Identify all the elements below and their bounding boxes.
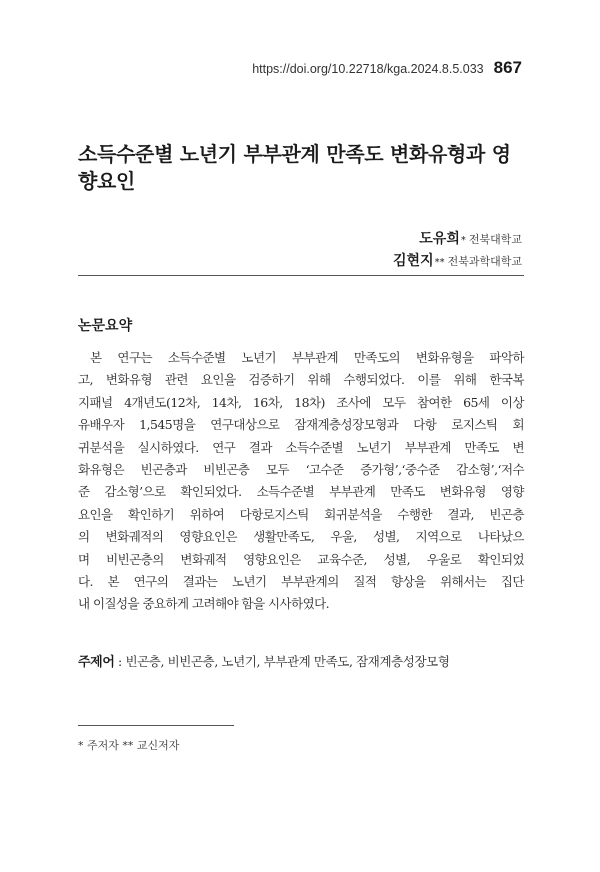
page-number: 867: [493, 58, 522, 77]
abstract-line: 며 비빈곤층의 변화궤적 영향요인은 교육수준, 성별, 우울로 확인되었: [78, 551, 524, 567]
abstract-body: [78, 347, 524, 616]
author-mark: *: [460, 235, 466, 246]
abstract-line: 유배우자 1,545명을 연구대상으로 잠재계층성장모형과 다항 로지스틱 회: [78, 417, 524, 433]
abstract-line: 본 연구는 소득수준별 노년기 부부관계 만족도의 변화유형을 파악하: [90, 350, 524, 365]
author-name: 도유희: [419, 231, 460, 247]
keywords-text: 빈곤층, 비빈곤층, 노년기, 부부관계 만족도, 잠재계층성장모형: [125, 654, 450, 669]
abstract-line: 화유형은 빈곤층과 비빈곤층 모두 ‘고수준 증가형’,‘중수준 감소형’,‘저수: [78, 461, 524, 477]
running-header: [252, 58, 522, 78]
author-affiliation: 전북과학대학교: [447, 255, 522, 268]
abstract-line: 의 변화궤적의 영향요인은 생활만족도, 우울, 성별, 지역으로 나타났으: [78, 529, 524, 545]
abstract-line: 준 감소형’으로 확인되었다. 소득수준별 부부관계 만족도 변화유형 영향: [78, 484, 524, 500]
abstract-line: 다. 본 연구의 결과는 노년기 부부관계의 질적 향상을 위해서는 집단: [78, 573, 524, 589]
author-affiliation: 전북대학교: [468, 233, 522, 246]
abstract-line: 요인을 확인하기 위하여 다항로지스틱 회귀분석을 수행한 결과, 빈곤층: [78, 506, 524, 522]
abstract-line: 고, 변화유형 관련 요인을 검증하기 위해 수행되었다. 이를 위해 한국복: [78, 372, 524, 388]
abstract-line: 지패널 4개년도(12차, 14차, 16차, 18차) 조사에 모두 참여한 65세 이상: [78, 394, 524, 410]
author-1: [393, 228, 522, 250]
footnote-divider: [78, 725, 234, 726]
abstract-line: 귀분석을 실시하였다. 연구 결과 소득수준별 노년기 부부관계 만족도 변: [78, 439, 524, 455]
abstract-heading: 논문요약: [78, 318, 133, 334]
author-2: [393, 250, 522, 272]
keywords-label: 주제어: [78, 655, 115, 670]
footnote: * 주저자 ** 교신저자: [78, 739, 180, 752]
abstract-line: 내 이질성을 중요하게 고려해야 함을 시사하였다.: [78, 596, 330, 612]
paper-title: 소득수준별 노년기 부부관계 만족도 변화유형과 영향요인: [78, 142, 511, 193]
author-name: 김현지: [393, 253, 434, 269]
author-block: [393, 228, 522, 272]
keywords-line: [78, 651, 450, 670]
keywords-separator: :: [114, 654, 126, 669]
title-divider: [78, 275, 524, 276]
author-mark: **: [434, 257, 445, 268]
doi-link[interactable]: https://doi.org/10.22718/kga.2024.8.5.033: [252, 62, 484, 76]
